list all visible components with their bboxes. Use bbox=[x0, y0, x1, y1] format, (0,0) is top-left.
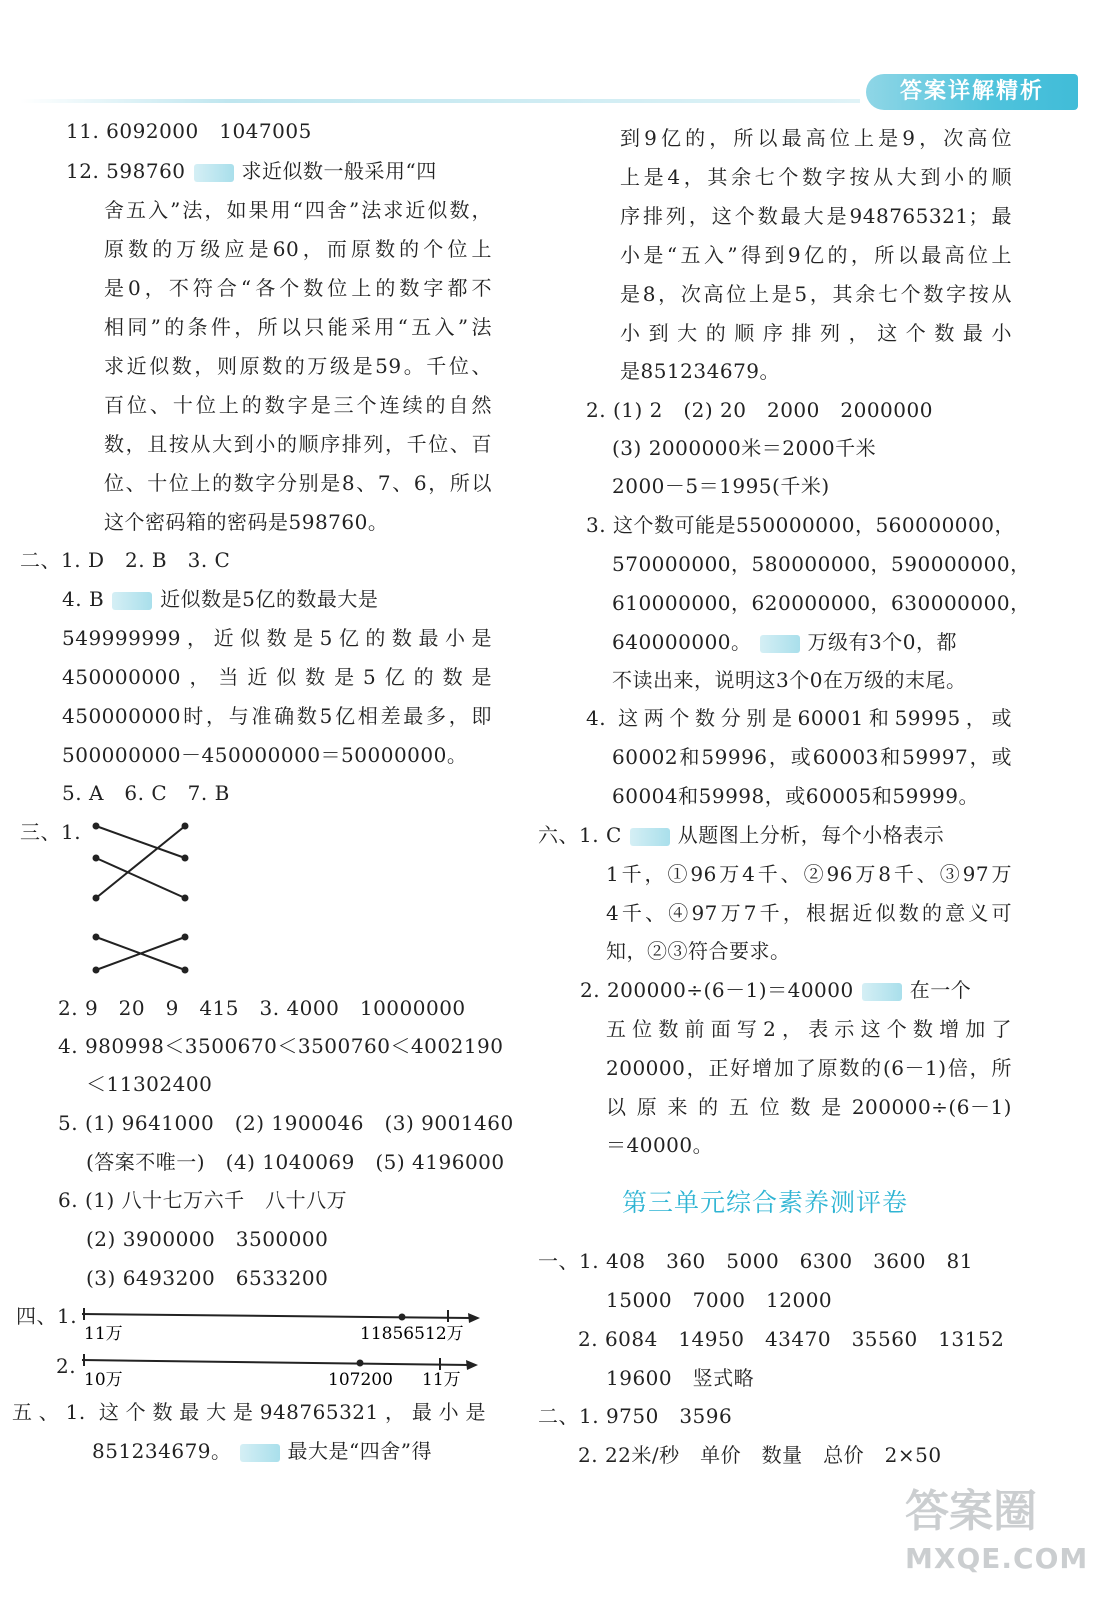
answer-6-2-text: 在一个 bbox=[909, 978, 972, 1002]
answer-5-2: 2. (1) 2 (2) 20 2000 2000000 bbox=[586, 398, 933, 422]
text-line: 2000－5＝1995(千米) bbox=[612, 474, 830, 498]
text-line: 知，②③符合要求。 bbox=[606, 939, 791, 963]
text-line: 原数的万级应是60，而原数的个位上 bbox=[104, 237, 492, 261]
match-dot bbox=[182, 934, 189, 941]
text-line: 数，且按从大到小的顺序排列，千位、百 bbox=[104, 432, 492, 456]
point-marker bbox=[399, 1314, 406, 1321]
text-line: 4千、④97万7千，根据近似数的意义可 bbox=[606, 901, 1012, 925]
answer-6-1-line bbox=[538, 820, 1012, 850]
answer-11: 11. 6092000 1047005 bbox=[66, 119, 312, 143]
text-line: 1千，①96万4千、②96万8千、③97万 bbox=[606, 862, 1012, 886]
answer-12-head: 12. 598760 bbox=[66, 159, 186, 183]
text-line: (2) 3900000 3500000 bbox=[86, 1227, 329, 1251]
text-line: 450000000时，与准确数5亿相差最多，即 bbox=[62, 704, 492, 728]
answer-6-1-head: 六、1. C bbox=[538, 823, 622, 847]
match-line bbox=[96, 858, 185, 898]
text-line: 200000，正好增加了原数的(6－1)倍，所 bbox=[606, 1056, 1012, 1080]
match-dot bbox=[93, 823, 100, 830]
label-left: 10万 bbox=[84, 1370, 123, 1390]
match-dot bbox=[182, 895, 189, 902]
answer-banner: 答案详解精析 bbox=[866, 74, 1078, 110]
answer-2-4-head: 4. B bbox=[62, 587, 105, 611]
answer-5-3-cont bbox=[612, 627, 1012, 657]
answer-6-2-head: 2. 200000÷(6－1)＝40000 bbox=[580, 978, 854, 1002]
text-line: 是851234679。 bbox=[620, 359, 781, 383]
answer-12-text: 求近似数一般采用“四 bbox=[241, 159, 437, 183]
text-line: (3) 6493200 6533200 bbox=[86, 1266, 329, 1290]
answer-5-1: 五、1. 这个数最大是948765321，最小是 bbox=[12, 1400, 486, 1424]
text-line: 求近似数，则原数的万级是59。千位、 bbox=[104, 354, 492, 378]
match-dot bbox=[93, 934, 100, 941]
text-line: 相同”的条件，所以只能采用“五入”法 bbox=[104, 315, 492, 339]
text-line: 是8，次高位上是5，其余七个数字按从 bbox=[620, 282, 1012, 306]
text-line: ＜11302400 bbox=[86, 1072, 213, 1096]
section-4-q2-label: 2. bbox=[56, 1354, 77, 1378]
analysis-tag-icon bbox=[862, 983, 902, 1001]
answer-5-3: 3. 这个数可能是550000000，560000000， bbox=[586, 513, 1015, 537]
watermark bbox=[905, 1482, 1089, 1592]
answer-2-5-7: 5. A 6. C 7. B bbox=[62, 781, 230, 805]
text-span: 640000000。 bbox=[612, 630, 752, 654]
unit3-answer-2-1: 二、1. 9750 3596 bbox=[538, 1404, 733, 1428]
section-3-q1-label: 三、1. bbox=[20, 820, 82, 844]
arrow-head-icon bbox=[468, 1313, 480, 1323]
match-dot bbox=[93, 967, 100, 974]
match-line bbox=[96, 826, 185, 898]
text-line: 19600 竖式略 bbox=[606, 1366, 755, 1390]
text-span: 最大是“四舍”得 bbox=[287, 1439, 432, 1463]
analysis-tag-icon bbox=[760, 635, 800, 653]
text-line: 60004和59998，或60005和59999。 bbox=[612, 784, 979, 808]
number-line-1 bbox=[80, 1300, 485, 1348]
answer-5-1-cont bbox=[92, 1436, 486, 1466]
answer-2-4-line bbox=[62, 584, 492, 614]
analysis-tag-icon bbox=[630, 828, 670, 846]
label-mid: 107200 bbox=[328, 1370, 393, 1390]
text-line: (3) 2000000米＝2000千米 bbox=[612, 436, 877, 460]
text-line: 五位数前面写2，表示这个数增加了 bbox=[606, 1017, 1012, 1041]
text-line: 不读出来，说明这3个0在万级的末尾。 bbox=[612, 668, 967, 692]
text-line: 500000000－450000000＝50000000。 bbox=[62, 743, 468, 767]
label-right: 11万 bbox=[422, 1370, 461, 1390]
text-line: 549999999，近似数是5亿的数最小是 bbox=[62, 626, 492, 650]
text-line: 以原来的五位数是200000÷(6－1) bbox=[606, 1095, 1012, 1119]
section-title: 第三单元综合素养测评卷 bbox=[622, 1188, 909, 1217]
watermark-logo: 答案圈 bbox=[905, 1486, 1037, 1537]
axis-line bbox=[82, 1360, 470, 1365]
analysis-tag-icon bbox=[194, 164, 234, 182]
watermark-url: MXQE.COM bbox=[905, 1542, 1089, 1575]
text-line: 序排列，这个数最大是948765321；最 bbox=[620, 204, 1012, 228]
text-line: 上是4，其余七个数字按从大到小的顺 bbox=[620, 165, 1012, 189]
answer-3-6: 6. (1) 八十七万六千 八十八万 bbox=[58, 1188, 348, 1212]
label-right: 12万 bbox=[425, 1324, 464, 1344]
unit3-answer-2-2: 2. 22米/秒 单价 数量 总价 2×50 bbox=[578, 1443, 942, 1467]
section-2-answers: 二、1. D 2. B 3. C bbox=[20, 548, 231, 572]
analysis-tag-icon bbox=[240, 1444, 280, 1462]
answer-5-4: 4. 这两个数分别是60001和59995，或 bbox=[586, 706, 1012, 730]
number-line-2 bbox=[80, 1350, 485, 1396]
text-line: 小是“五入”得到9亿的，所以最高位上 bbox=[620, 243, 1012, 267]
section-4-q1-label: 四、1. bbox=[16, 1304, 78, 1328]
arrow-head-icon bbox=[466, 1360, 478, 1370]
header-rule bbox=[20, 99, 860, 103]
answer-3-2-3: 2. 9 20 9 415 3. 4000 10000000 bbox=[58, 996, 466, 1020]
match-line bbox=[96, 826, 185, 858]
text-line: 610000000，620000000，630000000， bbox=[612, 591, 1031, 615]
answer-3-4: 4. 980998＜3500670＜3500760＜4002190 bbox=[58, 1034, 504, 1058]
text-line: 舍五入”法，如果用“四舍”法求近似数， bbox=[104, 198, 492, 222]
answer-2-4-text: 近似数是5亿的数最大是 bbox=[160, 587, 379, 611]
answer-12-line bbox=[66, 156, 492, 186]
text-line: 450000000，当近似数是5亿的数是 bbox=[62, 665, 492, 689]
text-line: 60002和59996，或60003和59997，或 bbox=[612, 745, 1012, 769]
text-span: 万级有3个0，都 bbox=[807, 630, 957, 654]
match-dot bbox=[182, 855, 189, 862]
unit3-answer-1-2: 2. 6084 14950 43470 35560 13152 bbox=[578, 1327, 1005, 1351]
point-marker bbox=[357, 1360, 364, 1367]
text-line: (答案不唯一) (4) 1040069 (5) 4196000 bbox=[86, 1150, 505, 1174]
matching-lines-diagram bbox=[84, 815, 199, 980]
text-line: 这个密码箱的密码是598760。 bbox=[104, 510, 389, 534]
answer-6-2-line bbox=[580, 975, 1012, 1005]
text-line: 小到大的顺序排列，这个数最小 bbox=[620, 321, 1012, 345]
match-dot bbox=[93, 855, 100, 862]
answer-6-1-text: 从题图上分析，每个小格表示 bbox=[677, 823, 945, 847]
text-line: 15000 7000 12000 bbox=[606, 1288, 833, 1312]
match-dot bbox=[93, 895, 100, 902]
text-span: 851234679。 bbox=[92, 1439, 232, 1463]
answer-3-5: 5. (1) 9641000 (2) 1900046 (3) 9001460 bbox=[58, 1111, 514, 1135]
text-line: 百位、十位上的数字是三个连续的自然 bbox=[104, 393, 492, 417]
label-mid: 118565 bbox=[360, 1324, 425, 1344]
text-line: ＝40000。 bbox=[606, 1133, 714, 1157]
text-line: 到9亿的，所以最高位上是9，次高位 bbox=[620, 126, 1012, 150]
text-line: 570000000，580000000，590000000， bbox=[612, 552, 1031, 576]
unit3-answer-1-1: 一、1. 408 360 5000 6300 3600 81 bbox=[538, 1249, 973, 1273]
match-dot bbox=[182, 967, 189, 974]
text-line: 位、十位上的数字分别是8、7、6，所以 bbox=[104, 471, 492, 495]
text-line: 是0，不符合“各个数位上的数字都不 bbox=[104, 276, 492, 300]
label-left: 11万 bbox=[84, 1324, 123, 1344]
analysis-tag-icon bbox=[112, 592, 152, 610]
axis-line bbox=[82, 1314, 472, 1318]
match-dot bbox=[182, 823, 189, 830]
